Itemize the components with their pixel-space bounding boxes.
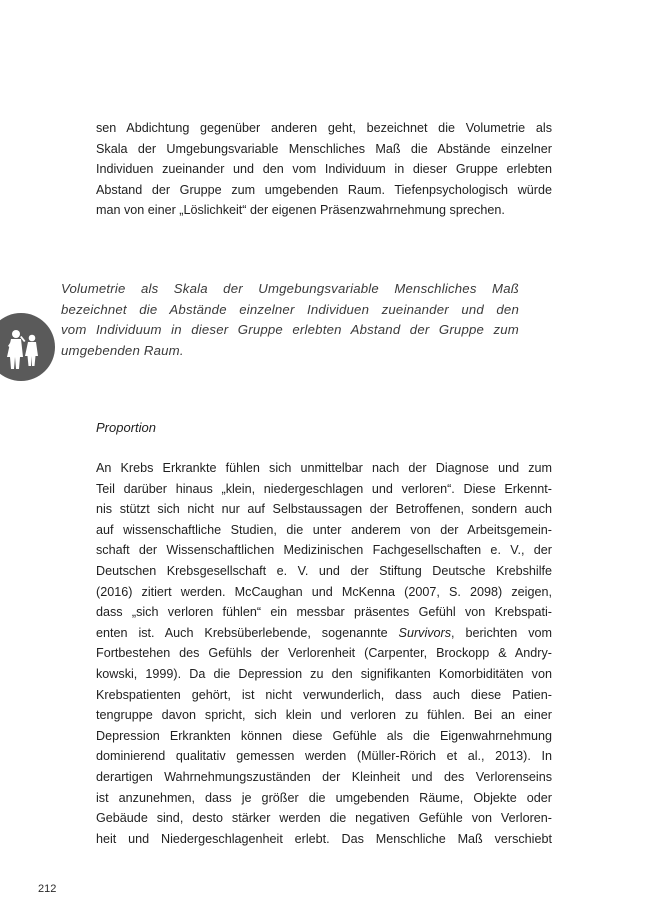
text-line: Skala der Umgebungsvariable Menschliches Maß die Abstände einzelner [96,141,552,156]
text-line: schaft der Wissenschaftlichen Medizinischen Fachgesellschaften e. V., der [96,543,552,558]
text-line: Fortbestehen des Gefühls der Verlorenheit (Carpenter, Brockopp & Andry- [96,646,552,661]
figures-logo-icon [0,312,56,382]
text-line: tengruppe davon spricht, sich klein und verloren zu fühlen. Bei an einer [96,708,552,723]
text-line: sen Abdichtung gegenüber anderen geht, bezeichnet die Volumetrie als [96,121,552,135]
body-paragraph-2 [96,458,552,849]
italic-term: Survivors [398,625,452,640]
text-line: heit und Niedergeschlagenheit erlebt. Das Menschliche Maß verschiebt [96,831,552,846]
text-line: Krebspatienten gehört, ist nicht verwunderlich, dass auch diese Patien- [96,687,552,702]
text-line-with-italic [96,623,552,644]
text-line: (2016) zitiert werden. McCaughan und McKenna (2007, S. 2098) zeigen, [96,584,552,599]
text-line: kowski, 1999). Da die Depression zu den signifikanten Komorbiditäten von [96,666,552,681]
pull-quote-line: Volumetrie als Skala der Umgebungsvariable Menschliches Maß [61,281,519,296]
text-line: An Krebs Erkrankte fühlen sich unmittelbar nach der Diagnose und zum [96,461,552,475]
text-line: derartigen Wahrnehmungszuständen der Kleinheit und des Verlorenseins [96,769,552,784]
text-line: dominierend qualitativ gemessen werden (Müller-Rörich et al., 2013). In [96,749,552,764]
text-line: Teil darüber hinaus „klein, niedergeschlagen und verloren“. Diese Erkennt- [96,481,552,496]
section-heading: Proportion [96,420,156,435]
text-line: nis stützt sich nicht nur auf Selbstaussagen der Betroffenen, sondern auch [96,502,552,517]
text-segment: enten ist. Auch Krebsüberlebende, sogenannte [96,625,399,640]
text-segment: , berichten vom [451,625,552,640]
text-line: man von einer „Löslichkeit“ der eigenen Präsenzwahrnehmung sprechen. [96,203,505,218]
text-line: Deutschen Krebsgesellschaft e. V. und der Stiftung Deutsche Krebshilfe [96,563,552,578]
text-line: Individuen zueinander und den vom Individuum in dieser Gruppe erlebten [96,162,552,177]
text-line: auf wissenschaftliche Studien, die unter anderem von der Arbeitsgemein- [96,522,552,537]
text-line: ist anzunehmen, dass je größer die umgebenden Räume, Objekte oder [96,790,552,805]
pull-quote [61,279,519,361]
text-line: Depression Erkrankten können diese Gefühle als die Eigenwahrnehmung [96,728,552,743]
text-line: Gebäude sind, desto stärker werden die negativen Gefühle von Verloren- [96,811,552,826]
pull-quote-line: umgebenden Raum. [61,342,184,358]
text-line: dass „sich verloren fühlen“ ein messbar präsentes Gefühl von Krebspati- [96,605,552,620]
page-number: 212 [38,883,57,895]
pull-quote-line: bezeichnet die Abstände einzelner Individuen zueinander und den [61,301,519,317]
text-line: Abstand der Gruppe zum umgebenden Raum. Tiefenpsychologisch würde [96,182,552,197]
pull-quote-line: vom Individuum in dieser Gruppe erlebten Abstand der Gruppe zum [61,322,519,337]
body-paragraph-1 [96,118,552,221]
